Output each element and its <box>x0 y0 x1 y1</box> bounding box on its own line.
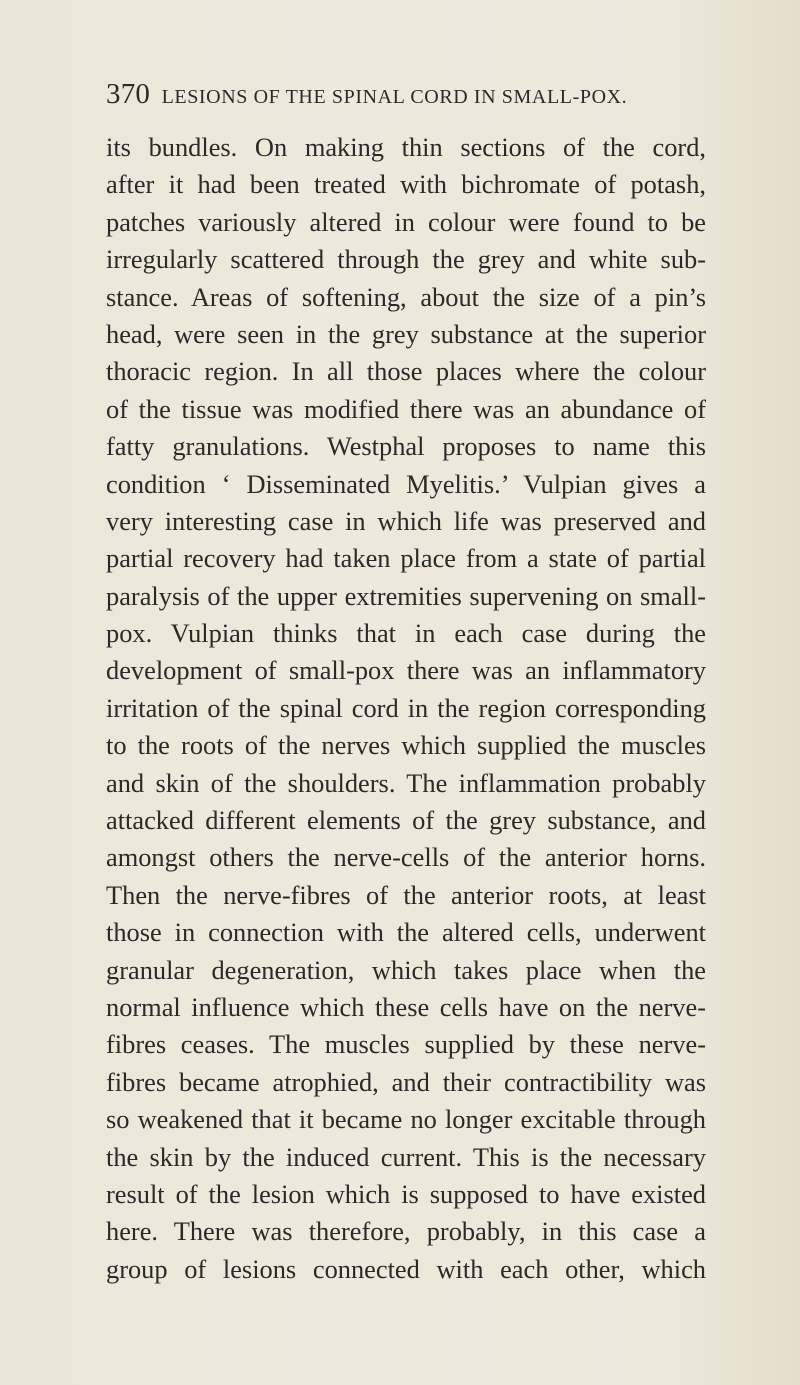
text-line: very interesting case in which life was preserved and <box>106 505 706 536</box>
text-line: here. There was therefore, probably, in this case a <box>106 1216 706 1247</box>
text-line: thoracic region. In all those places where the colour <box>106 356 706 387</box>
text-line: condition ‘ Disseminated Myelitis.’ Vulpian gives a <box>106 468 706 499</box>
text-line: patches variously altered in colour were found to be <box>106 206 706 237</box>
text-line: attacked different elements of the grey substance, and <box>106 805 706 836</box>
text-line: fibres became atrophied, and their contractibility was <box>106 1066 706 1097</box>
text-line: head, were seen in the grey substance at the superior <box>106 318 706 349</box>
text-line: irregularly scattered through the grey and white sub- <box>106 244 706 275</box>
text-line: its bundles. On making thin sections of the cord, <box>106 132 706 162</box>
text-line: partial recovery had taken place from a state of partial <box>106 543 706 574</box>
page-number: 370 <box>106 78 151 110</box>
text-line: pox. Vulpian thinks that in each case during the <box>106 618 706 649</box>
text-line: those in connection with the altered cells, underwent <box>106 917 706 948</box>
text-line: stance. Areas of softening, about the size of a pin’s <box>106 281 706 312</box>
text-line: irritation of the spinal cord in the region corresponding <box>106 692 706 723</box>
text-line: group of lesions connected with each other, which <box>106 1253 706 1284</box>
text-line: and skin of the shoulders. The inflammation probably <box>106 767 706 798</box>
text-line: amongst others the nerve-cells of the anterior horns. <box>106 842 706 873</box>
text-line: result of the lesion which is supposed to have existed <box>106 1178 706 1209</box>
text-line: so weakened that it became no longer excitable through <box>106 1104 706 1135</box>
text-line: of the tissue was modified there was an abundance of <box>106 393 706 424</box>
text-line: development of small-pox there was an inflammatory <box>106 655 706 686</box>
text-line: paralysis of the upper extremities supervening on small- <box>106 580 706 611</box>
text-line: the skin by the induced current. This is the necessary <box>106 1141 706 1172</box>
text-line: Then the nerve-fibres of the anterior roots, at least <box>106 879 706 910</box>
text-line: after it had been treated with bichromate of potash, <box>106 169 706 200</box>
text-line: fatty granulations. Westphal proposes to name this <box>106 431 706 462</box>
running-title: LESIONS OF THE SPINAL CORD IN SMALL-POX. <box>161 86 628 108</box>
text-line: fibres ceases. The muscles supplied by these nerve- <box>106 1029 706 1060</box>
running-head <box>106 78 706 111</box>
text-line: normal influence which these cells have on the nerve- <box>106 991 706 1022</box>
text-line: to the roots of the nerves which supplied the muscles <box>106 730 706 761</box>
body-text <box>106 129 706 1288</box>
text-line: granular degeneration, which takes place when the <box>106 954 706 985</box>
